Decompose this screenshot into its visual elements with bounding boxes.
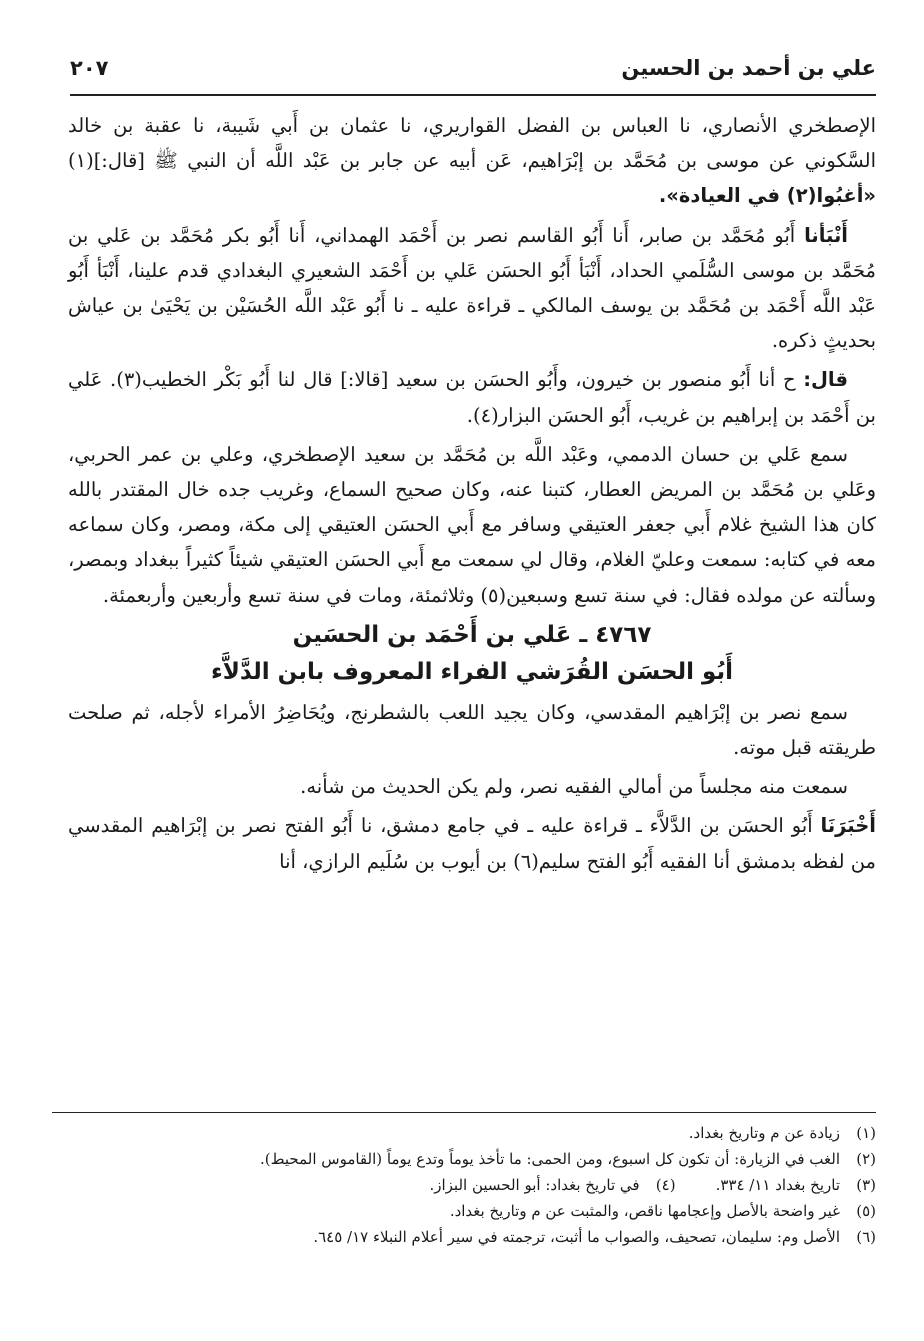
paragraph-1-text: الإصطخري الأنصاري، نا العباس بن الفضل القواريري، نا عثمان بن أَبي شَيبة، نا عقبة بن خالد السَّكوني عن موسى بن مُحَمَّد بن إبْرَاهيم، عَن أبيه عن جابر بن عَبْد اللَّه أن النبي ﷺ [قال:](١) xyxy=(68,114,876,173)
footnote-number: (٦) xyxy=(856,1228,876,1246)
footnote-text: غير واضحة بالأصل وإعجامها ناقص، والمثبت عن م وتاريخ بغداد. xyxy=(449,1202,840,1220)
footnote-number: (٤) xyxy=(655,1176,676,1194)
footnote-text: في تاريخ بغداد: أبو الحسين البزاز. xyxy=(429,1176,640,1194)
footnote-6 xyxy=(68,1224,876,1250)
footnote-number: (٢) xyxy=(856,1150,876,1168)
footnote-number: (١) xyxy=(856,1124,876,1142)
entry-paragraph-1-text: سمع نصر بن إبْرَاهيم المقدسي، وكان يجيد اللعب بالشطرنج، ويُحَاضِرُ الأمراء لأجله، ثم صلحت طريقته قبل موته. xyxy=(68,700,876,760)
footnote-2 xyxy=(68,1146,876,1172)
paragraph-2 xyxy=(68,218,876,359)
paragraph-4 xyxy=(68,437,876,613)
paragraph-1 xyxy=(68,108,876,214)
entry-paragraph-3 xyxy=(68,808,876,878)
running-head xyxy=(70,52,876,92)
paragraph-4-text: سمع عَلي بن حسان الدممي، وعَبْد اللَّه بن مُحَمَّد بن سعيد الإصطخري، وعلي بن عمر الحربي، وعَلي بن مُحَمَّد بن المريض العطار، كتبنا عنه، وكان صحيح السماع، وغريب جده خال المقتدر بالله كان هذا الشيخ غلام أَبي جعفر العتيقي وسافر مع أَبي الحسَن العتيقي إلى مكة، ومصر، وكان سماعه معه في كتابه: سمعت وعليّ الغلام، وقال لي سمعت مع أَبي الحسَن العتيقي شيئاً كثيراً ببغداد وبمصر، وسألته عن مولده فقال: في سنة تسع وسبعين(٥) وثلاثمئة، ومات في سنة تسع وأربعين وأربعمئة. xyxy=(68,442,876,607)
footnote-1 xyxy=(68,1120,876,1146)
footnotes xyxy=(68,1120,876,1250)
entry-heading-line-1: ٤٧٦٧ ـ عَلي بن أَحْمَد بن الحسَين xyxy=(292,621,652,648)
paragraph-3-text: ح أنا أَبُو منصور بن خيرون، وأَبُو الحسَن بن سعيد [قالا:] قال لنا أَبُو بَكْر الخطيب(٣). عَلي بن أَحْمَد بن إبراهيم بن غريب، أَبُو الحسَن البزار(٤). xyxy=(68,368,876,427)
footnote-3 xyxy=(716,1172,876,1198)
footnote-number: (٣) xyxy=(856,1176,876,1194)
paragraph-2-text: أَبُو مُحَمَّد بن صابر، أَنا أَبُو القاسم نصر بن أَحْمَد الهمداني، أَنا أَبُو بكر مُحَمَّد بن عَلي بن مُحَمَّد بن موسى السُّلَمي الحداد، أَنْبَأ أَبُو الحسَن عَلي بن أَحْمَد الشعيري البغدادي قدم علينا، أَنْبَأ أَبُو عَبْد اللَّه أَحْمَد بن مُحَمَّد بن يوسف المالكي ـ قراءة عليه ـ نا أَبُو عَبْد اللَّه الحُسَيْن بن يَحْيَىٰ بن عياش بحديثٍ ذكره. xyxy=(68,223,876,353)
main-text xyxy=(68,108,876,883)
entry-paragraph-2 xyxy=(68,769,876,804)
footnote-row-3-4 xyxy=(68,1172,876,1198)
entry-heading-line-2: أَبُو الحسَن القُرَشي الفراء المعروف بابن الدَّلاَّء xyxy=(210,658,733,685)
hadith-quote: «أغبُوا(٢) في العيادة». xyxy=(658,184,876,208)
footnote-5 xyxy=(68,1198,876,1224)
paragraph-3-lead: قال: xyxy=(803,368,848,392)
paragraph-3 xyxy=(68,362,876,432)
running-title: علي بن أحمد بن الحسين xyxy=(621,56,876,80)
footnote-number: (٥) xyxy=(856,1202,876,1220)
paragraph-2-lead: أَنْبَأنا xyxy=(804,223,848,247)
footnote-text: الأصل وم: سليمان، تصحيف، والصواب ما أثبت، ترجمته في سير أعلام النبلاء ١٧/ ٦٤٥. xyxy=(313,1228,840,1246)
entry-paragraph-1 xyxy=(68,695,876,765)
page-number: ٢٠٧ xyxy=(70,56,109,80)
footnote-text: الغب في الزيارة: أن تكون كل اسبوع، ومن الحمى: ما تأخذ يوماً وتدع يوماً (القاموس المحيط). xyxy=(260,1150,840,1168)
footnote-4 xyxy=(429,1172,675,1198)
entry-paragraph-3-text: أَبُو الحسَن بن الدَّلاَّء ـ قراءة عليه ـ في جامع دمشق، نا أَبُو الفتح نصر بن إبْرَاهيم المقدسي من لفظه بدمشق أنا الفقيه أَبُو الفتح سليم(٦) بن أيوب بن سُلَيم الرازي، أنا xyxy=(68,814,876,873)
header-divider xyxy=(70,94,876,96)
entry-paragraph-3-lead: أَخْبَرَنَا xyxy=(820,814,876,838)
entry-heading xyxy=(68,617,876,691)
footnote-text: زيادة عن م وتاريخ بغداد. xyxy=(688,1124,840,1142)
footnote-divider xyxy=(52,1112,876,1113)
footnote-text: تاريخ بغداد ١١/ ٣٣٤. xyxy=(715,1176,840,1194)
entry-paragraph-2-text: سمعت منه مجلساً من أمالي الفقيه نصر، ولم يكن الحديث من شأنه. xyxy=(300,775,848,799)
